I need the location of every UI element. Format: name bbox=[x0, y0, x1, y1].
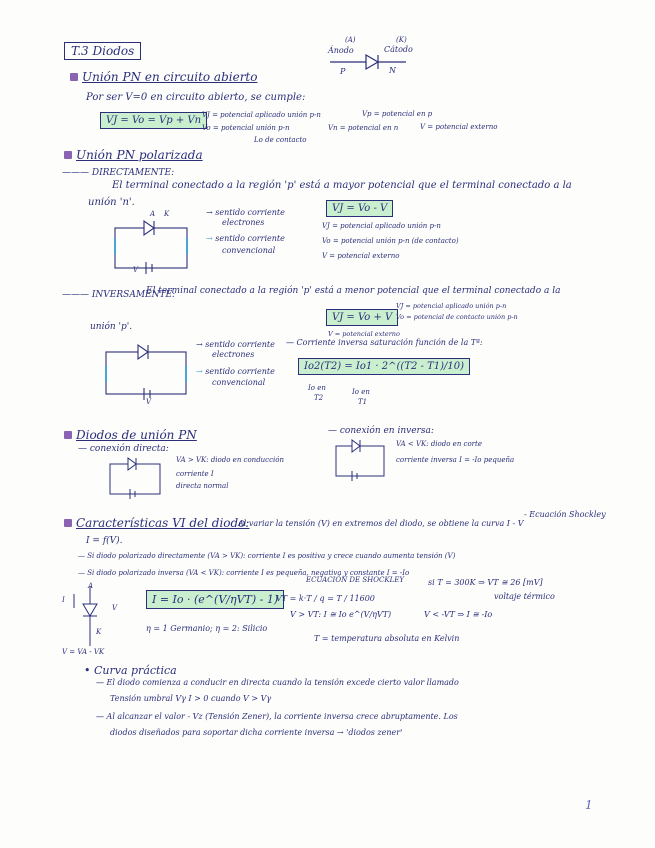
inv-arrow-electrons-2: electrones bbox=[212, 350, 255, 359]
direct-k-label: K bbox=[164, 210, 170, 218]
open-circuit-line: Por ser V=0 en circuito abierto, se cumple: bbox=[86, 92, 306, 103]
vi-va-vk: V = VA - VK bbox=[62, 648, 105, 656]
direct-circuit-diagram-icon bbox=[112, 216, 202, 276]
bullet-icon bbox=[64, 431, 72, 439]
direct-current: corriente I bbox=[176, 470, 214, 478]
eta-values: η = 1 Germanio; η = 2: Silicio bbox=[146, 624, 268, 633]
io-t1-label: Io en bbox=[352, 388, 370, 396]
p-label: P bbox=[340, 67, 346, 76]
shockley-approx-2: V < -VT ⇒ I ≅ -Io bbox=[424, 610, 493, 619]
thermal-voltage-formula: VT = k·T / q = T / 11600 bbox=[276, 594, 375, 603]
section-heading-polarized: Unión PN polarizada bbox=[64, 148, 203, 162]
inverse-formula: VJ = Vo + V bbox=[326, 309, 398, 326]
direct-connection: — conexión directa: bbox=[78, 444, 169, 454]
inverse-v-label: V bbox=[146, 398, 152, 406]
direct-text-1: El terminal conectado a la región 'p' está a mayor potencial que el terminal conectado a la bbox=[112, 180, 572, 191]
inverse-condition: VA < VK: diodo en corte bbox=[396, 440, 482, 448]
arrow-conv: → sentido corriente bbox=[206, 234, 285, 243]
arrow-electrons-2: electrones bbox=[222, 218, 265, 227]
bullet-icon bbox=[64, 519, 72, 527]
inv-arrow-conv-2: convencional bbox=[212, 378, 266, 387]
vi-k-label: K bbox=[96, 628, 102, 636]
inverse-text-2: unión 'p'. bbox=[90, 322, 133, 332]
cathode-tag: (K) bbox=[396, 36, 407, 44]
vi-v-label: V bbox=[112, 604, 118, 612]
direct-connection-diagram-icon bbox=[108, 458, 168, 498]
direct-v-label: V bbox=[133, 266, 139, 274]
shockley-approx-1: V > VT: I ≅ Io e^(V/ηVT) bbox=[290, 610, 392, 619]
def-v: V = potencial externo bbox=[420, 123, 498, 131]
diode-vi-symbol-icon bbox=[68, 586, 108, 646]
inverse-def-3: V = potencial externo bbox=[328, 330, 400, 338]
anode-label: Ánodo bbox=[328, 46, 354, 55]
thermal-voltage-label: voltaje térmico bbox=[494, 592, 555, 601]
section-heading-vi: Características VI del diodo: bbox=[64, 516, 249, 530]
n-label: N bbox=[389, 66, 396, 75]
inverse-connection: — conexión en inversa: bbox=[328, 426, 434, 436]
shockley-formula: I = Io · (e^(V/ηVT) - 1) bbox=[146, 590, 284, 609]
saturation-formula: Io2(T2) = Io1 · 2^((T2 - T1)/10) bbox=[298, 358, 470, 375]
thermal-voltage-condition: si T = 300K ⇒ VT ≅ 26 [mV] bbox=[428, 578, 543, 587]
vi-direct-bias: — Si diodo polarizado directamente (VA > VK): corriente I es positiva y crece cuando aumenta tensión (V) bbox=[78, 552, 456, 560]
vi-heading-rest: Al variar la tensión (V) en extremos del diodo, se obtiene la curva I - V bbox=[238, 519, 524, 528]
direct-normal: directa normal bbox=[176, 482, 229, 490]
inv-arrow-conv: → sentido corriente bbox=[196, 367, 275, 376]
direct-def-3: V = potencial externo bbox=[322, 252, 400, 260]
bullet-icon bbox=[64, 151, 72, 159]
def-vj: VJ = potencial aplicado unión p-n bbox=[202, 111, 321, 119]
practical-curve-line-1: — El diodo comienza a conducir en directa cuando la tensión excede cierto valor llamado bbox=[96, 678, 459, 687]
inverse-circuit-diagram-icon bbox=[104, 344, 194, 404]
inv-arrow-electrons: → sentido corriente bbox=[196, 340, 275, 349]
page-number: 1 bbox=[585, 798, 593, 812]
vi-function: I = f(V). bbox=[86, 536, 123, 546]
shockley-label: ECUACIÓN DE SHOCKLEY bbox=[306, 576, 404, 584]
section-heading-open-circuit: Unión PN en circuito abierto bbox=[70, 70, 257, 84]
def-vn: Vn = potencial en n bbox=[328, 124, 399, 132]
def-vp: Vp = potencial en p bbox=[362, 110, 433, 118]
io-t1-sub: T1 bbox=[358, 398, 368, 406]
shockley-equation-label: - Ecuación Shockley bbox=[524, 510, 606, 519]
practical-curve-line-3: — Al alcanzar el valor - Vz (Tensión Zener), la corriente inversa crece abruptamente. Los bbox=[96, 712, 458, 721]
inverse-def-2: Vo = potencial de contacto unión p-n bbox=[396, 313, 518, 321]
direct-a-label: A bbox=[150, 210, 156, 218]
inverse-def-1: VJ = potencial aplicado unión p-n bbox=[396, 302, 507, 310]
inverse-label: ——— INVERSAMENTE: bbox=[62, 290, 176, 300]
io-t2-sub: T2 bbox=[314, 394, 324, 402]
page-title: T.3 Diodos bbox=[64, 42, 141, 60]
direct-def-2: Vo = potencial unión p-n (de contacto) bbox=[322, 237, 459, 245]
def-vo: Vo = potencial unión p-n bbox=[202, 124, 290, 132]
practical-curve-line-2: Tensión umbral Vγ I > 0 cuando V > Vγ bbox=[110, 694, 272, 703]
section-heading-pn-diodes: Diodos de unión PN bbox=[64, 428, 197, 442]
arrow-electrons: → sentido corriente bbox=[206, 208, 285, 217]
direct-text-2: unión 'n'. bbox=[88, 197, 135, 208]
open-circuit-formula: VJ = Vo = Vp + Vn bbox=[100, 112, 207, 129]
practical-curve-heading: • Curva práctica bbox=[84, 664, 177, 677]
io-t2-label: Io en bbox=[308, 384, 326, 392]
bullet-icon bbox=[70, 73, 78, 81]
direct-condition: VA > VK: diodo en conducción bbox=[176, 456, 284, 464]
direct-label: ——— DIRECTAMENTE: bbox=[62, 168, 175, 178]
inverse-text-1: El terminal conectado a la región 'p' está a menor potencial que el terminal conectado a la bbox=[146, 286, 561, 296]
def-vo-contact: Lo de contacto bbox=[254, 136, 307, 144]
cathode-label: Cátodo bbox=[384, 45, 413, 54]
direct-formula: VJ = Vo - V bbox=[326, 200, 393, 217]
vi-inverse-bias: — Si diodo polarizado inversa (VA < VK): corriente I es pequeña, negativa y constante I = -Io bbox=[78, 569, 410, 577]
inverse-current: corriente inversa I = -Io pequeña bbox=[396, 456, 515, 464]
direct-def-1: VJ = potencial aplicado unión p-n bbox=[322, 222, 441, 230]
arrow-conv-2: convencional bbox=[222, 246, 276, 255]
vi-a-label: A bbox=[88, 582, 94, 590]
vi-i-label: I bbox=[62, 596, 65, 604]
inverse-connection-diagram-icon bbox=[334, 440, 394, 480]
saturation-line: — Corriente inversa saturación función de la Tª: bbox=[286, 338, 483, 347]
practical-curve-line-4: diodos diseñados para soportar dicha corriente inversa → 'diodos zener' bbox=[110, 728, 403, 737]
anode-tag: (A) bbox=[345, 36, 356, 44]
absolute-temperature: T = temperatura absoluta en Kelvin bbox=[314, 634, 460, 643]
